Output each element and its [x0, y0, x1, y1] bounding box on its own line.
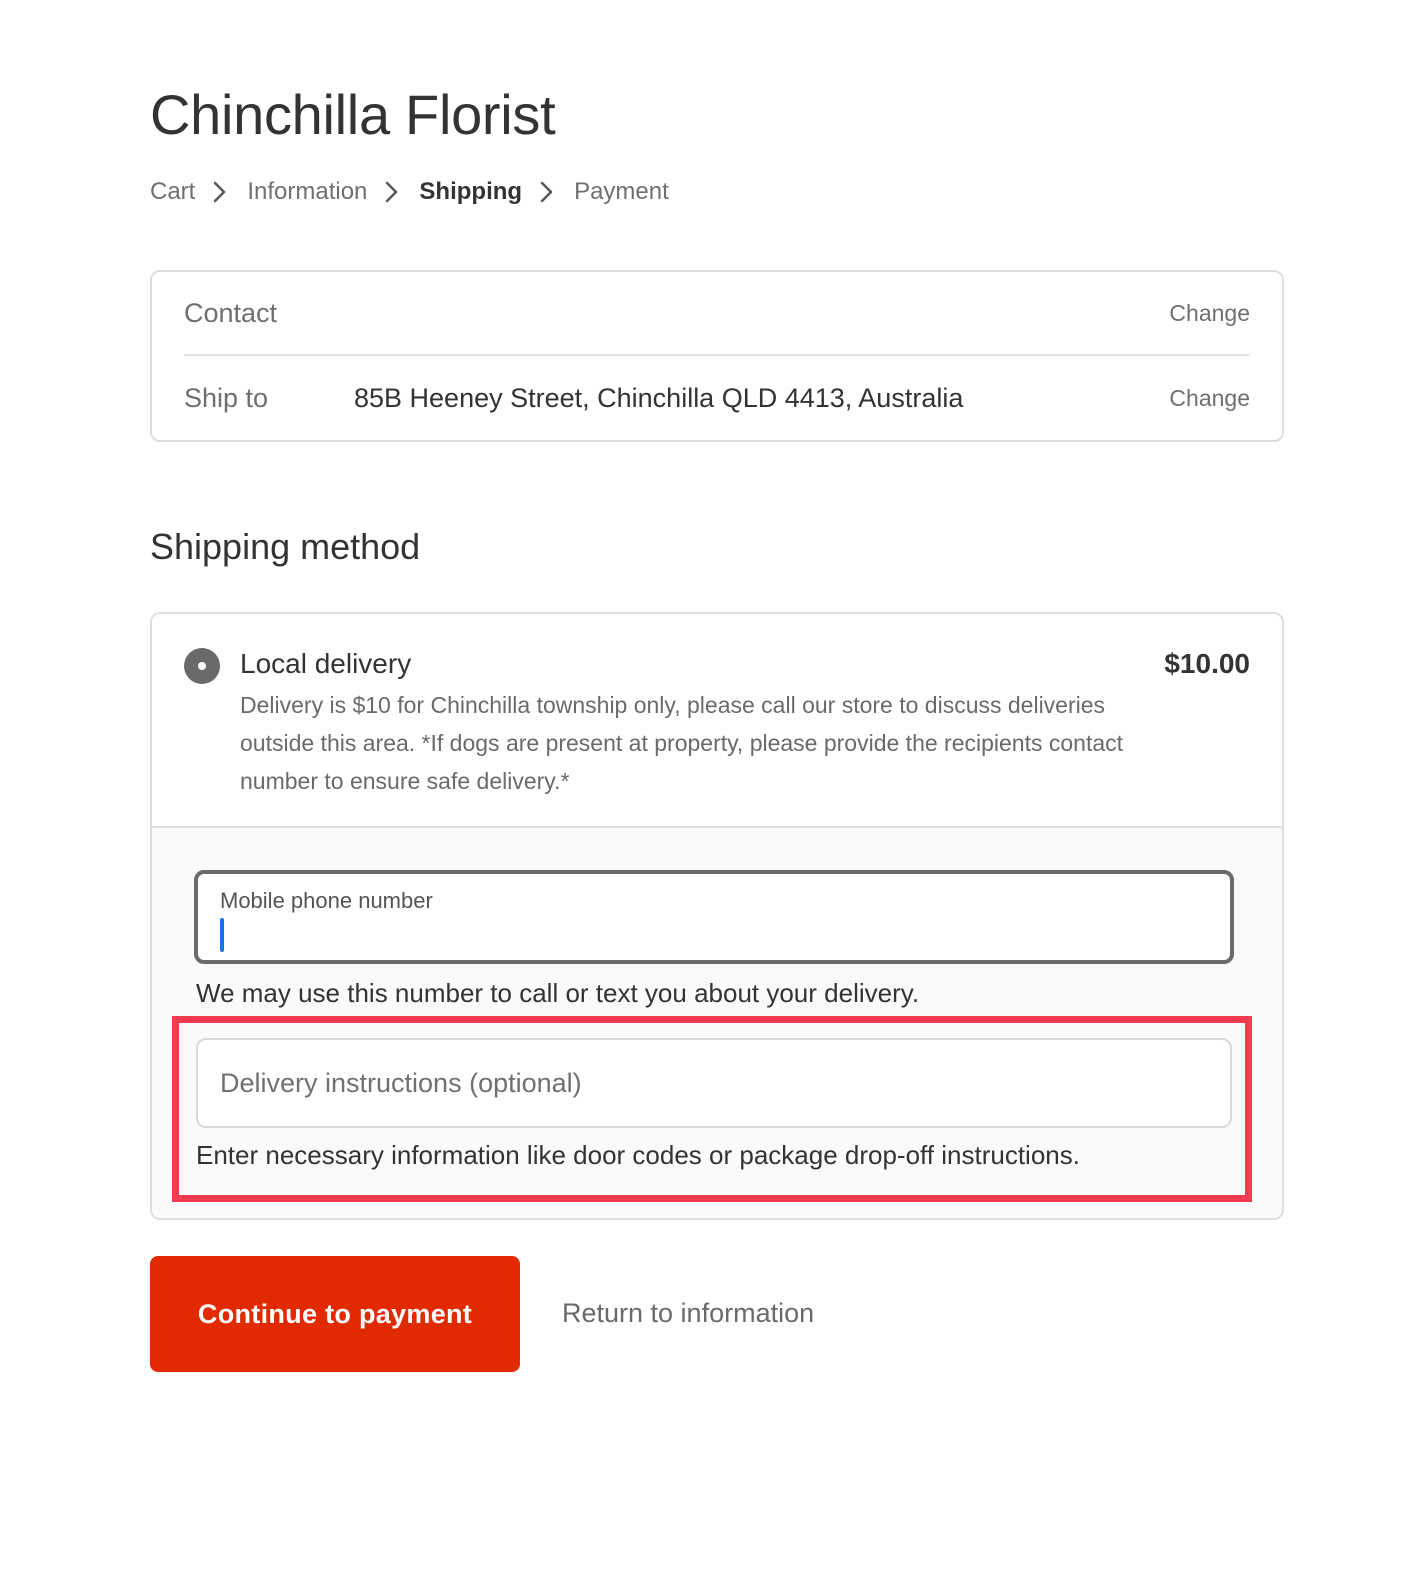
- review-block: [150, 270, 1284, 442]
- store-title: Chinchilla Florist: [150, 83, 556, 146]
- breadcrumb-shipping: Shipping: [419, 178, 523, 205]
- mobile-phone-field[interactable]: [194, 870, 1234, 964]
- breadcrumb: [150, 178, 669, 206]
- rate-name: Local delivery: [240, 648, 412, 679]
- mobile-phone-input[interactable]: [220, 918, 1200, 952]
- mobile-phone-help: We may use this number to call or text you about your delivery.: [196, 978, 920, 1008]
- review-label-contact: Contact: [184, 297, 278, 328]
- shipping-method-title: Shipping method: [150, 526, 421, 567]
- continue-to-payment-button[interactable]: Continue to payment: [150, 1256, 520, 1372]
- shipping-rate-local-delivery[interactable]: [152, 614, 1282, 828]
- delivery-instructions-help: Enter necessary information like door codes or package drop-off instructions.: [196, 1140, 1080, 1170]
- chevron-right-icon: [195, 178, 247, 206]
- breadcrumb-information[interactable]: Information: [247, 178, 368, 205]
- change-contact-link[interactable]: Change: [1169, 299, 1250, 326]
- breadcrumb-cart[interactable]: Cart: [150, 178, 196, 205]
- review-row-contact: [184, 272, 1250, 356]
- shipping-method-box: [150, 612, 1284, 1220]
- return-to-information-link[interactable]: Return to information: [562, 1298, 815, 1328]
- radio-selected-icon[interactable]: [184, 648, 220, 684]
- review-label-ship-to: Ship to: [184, 382, 269, 413]
- chevron-right-icon: [522, 178, 574, 206]
- delivery-instructions-field[interactable]: [196, 1038, 1232, 1128]
- delivery-instructions-input[interactable]: [220, 1040, 1210, 1126]
- chevron-right-icon: [367, 178, 419, 206]
- rate-price: $10.00: [1164, 648, 1250, 679]
- breadcrumb-payment: Payment: [574, 178, 669, 205]
- review-value-ship-to: 85B Heeney Street, Chinchilla QLD 4413, Australia: [354, 382, 964, 413]
- rate-description: Delivery is $10 for Chinchilla township only, please call our store to discuss deliveries outside this area. *If dogs are present at property, please provide the recipients contact number to ensure safe delivery.*: [240, 692, 1124, 794]
- mobile-phone-label: Mobile phone number: [220, 888, 433, 913]
- delivery-details-panel: [152, 828, 1282, 1218]
- review-row-ship-to: [184, 356, 1250, 440]
- change-ship-to-link[interactable]: Change: [1169, 384, 1250, 411]
